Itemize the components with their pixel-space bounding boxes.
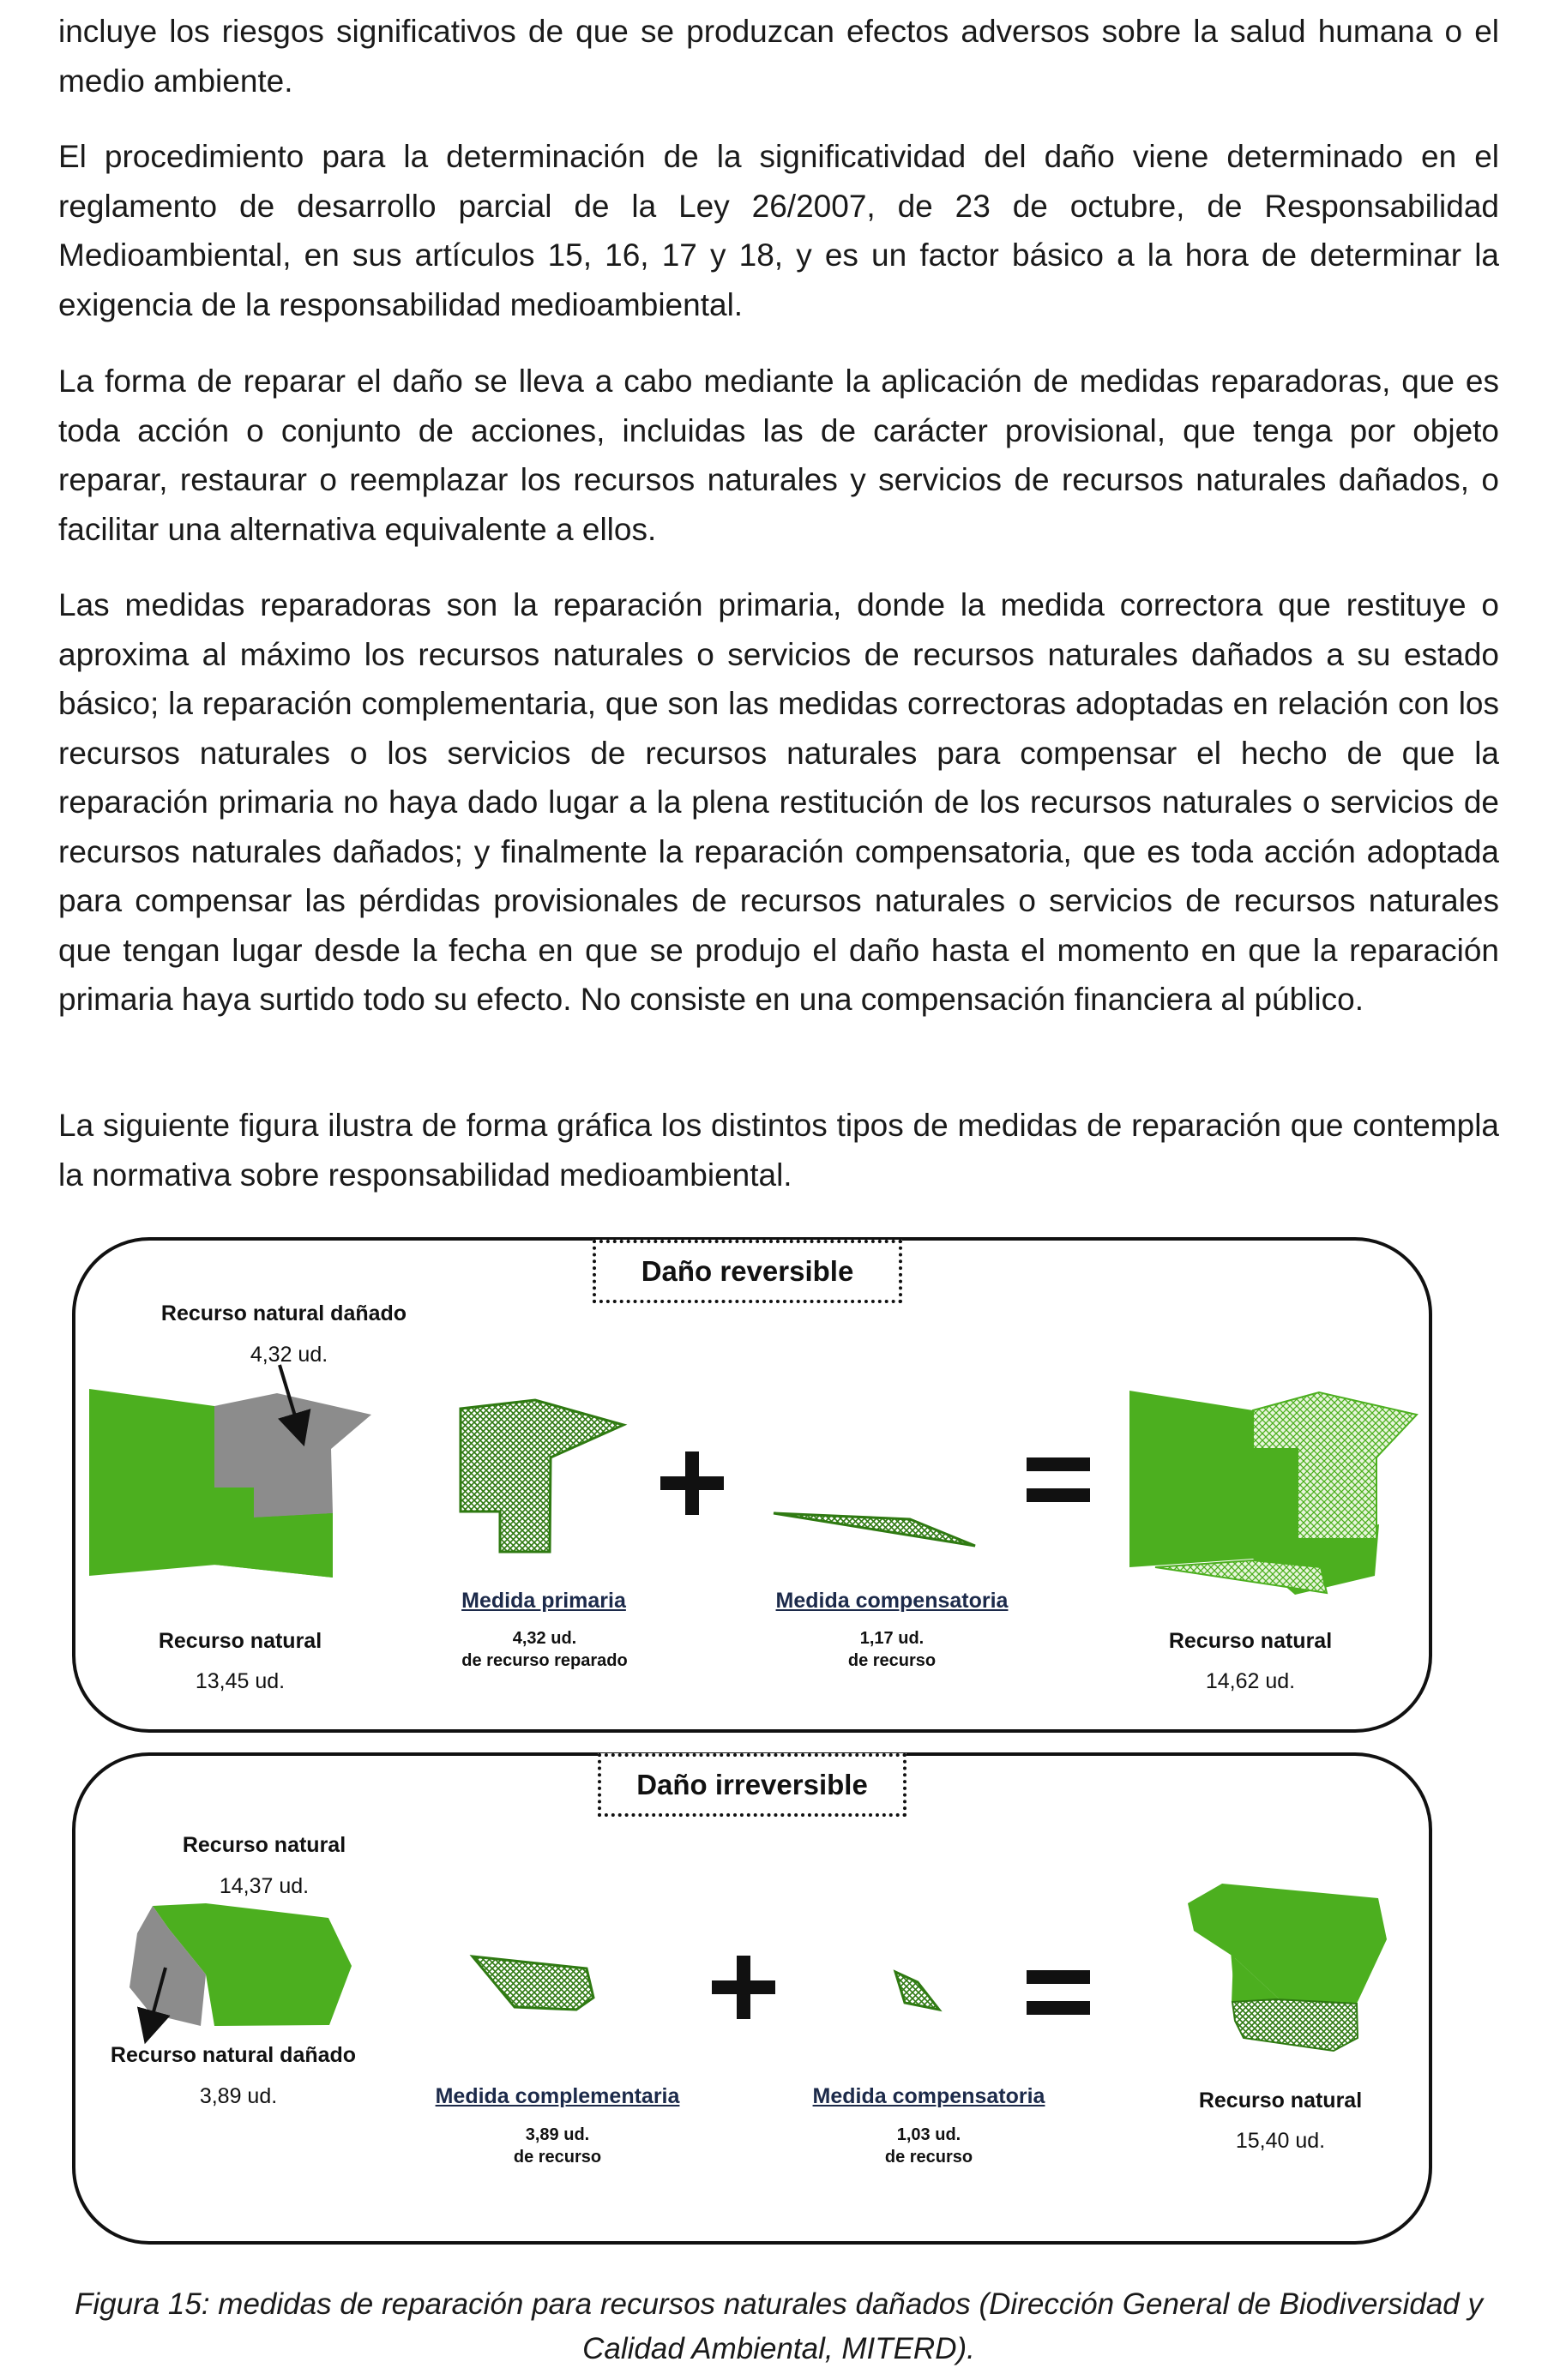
irreversible-damaged-label: Recurso natural dañado [110,2043,357,2067]
compensatory-measure-value: 1,17 ud. [859,1629,925,1648]
paragraph-2: El procedimiento para la determinación de la significatividad del daño viene determinado en el reglamento de desarrollo parcial de la Ley 26/2007, de 23 de octubre, de Responsabilidad Medioambiental, en sus artículos 15, 16, 17 y 18, y es un factor básico a la hora de determinar la exigencia de la responsabilidad medioambiental. [58,139,1499,322]
compensatory-measure-value-2: 1,03 ud. [896,2125,961,2144]
equals-icon [1027,1457,1090,1502]
compensatory-measure-label: Medida compensatoria [775,1589,1009,1613]
restored-resource-shape [1129,1391,1417,1595]
plus-icon [660,1451,724,1515]
irreversible-damaged-value: 3,89 ud. [199,2084,278,2108]
irreversible-result-value: 15,40 ud. [1235,2129,1326,2153]
compensatory-measure-unit-2: de recurso [884,2148,973,2167]
compensatory-measure-shape [895,1972,939,2010]
paragraph-1: incluye los riesgos significativos de que se produzcan efectos adversos sobre la salud humana o el medio ambiente. [58,14,1499,99]
damaged-resource-shape [89,1389,371,1578]
complementary-measure-label: Medida complementaria [435,2084,680,2108]
irreversible-result-shape [1188,1884,1387,2051]
irreversible-resource-label: Recurso natural [182,1833,346,1857]
irreversible-resource-value: 14,37 ud. [219,1874,310,1898]
irreversible-resource-shape [129,1903,352,2026]
reversible-title: Daño reversible [593,1240,902,1303]
result-resource-label: Recurso natural [1168,1629,1333,1653]
damaged-resource-label: Recurso natural dañado [160,1301,407,1325]
damaged-resource-value: 4,32 ud. [250,1343,328,1367]
paragraph-4: Las medidas reparadoras son la reparación primaria, donde la medida correctora que restituye o aproxima al máximo los recursos naturales o servicios de recursos naturales dañados a su estado básico; la reparación complementaria, que son las medidas correctoras adoptadas en relación con los recursos naturales o los servicios de recursos naturales para compensar el hecho de que la reparación primaria no haya dado lugar a la plena restitución de los recursos naturales o servicios de recursos naturales dañados; y finalmente la reparación compensatoria, que es toda acción adoptada para compensar las pérdidas provisionales de recursos naturales o servicios de recursos naturales que tengan lugar desde la fecha en que se produjo el daño hasta el momento en que la reparación primaria haya surtido todo su efecto. No consiste en una compensación financiera al público. [58,587,1499,1017]
primary-measure-value: 4,32 ud. [512,1629,577,1648]
primary-measure-label: Medida primaria [461,1589,626,1613]
compensatory-measure-label-2: Medida compensatoria [812,2084,1045,2108]
result-resource-value: 14,62 ud. [1205,1669,1296,1693]
resource-label: Recurso natural [158,1629,322,1653]
irreversible-title: Daño irreversible [598,1753,906,1817]
primary-measure-unit: de recurso reparado [461,1651,628,1670]
paragraph-3: La forma de reparar el daño se lleva a cabo mediante la aplicación de medidas reparadoras, que es toda acción o conjunto de acciones, incluidas las de carácter provisional, que tenga por objeto reparar, restaurar o reemplazar los recursos naturales y servicios de recursos naturales dañados, o facilitar una alternativa equivalente a ellos. [58,364,1499,547]
resource-value: 13,45 ud. [195,1669,286,1693]
complementary-measure-shape [473,1956,593,2010]
paragraph-5: La siguiente figura ilustra de forma gráfica los distintos tipos de medidas de reparación que contempla la normativa sobre responsabilidad medioambiental. [58,1108,1499,1193]
primary-measure-shape [461,1400,623,1552]
complementary-measure-unit: de recurso [513,2148,602,2167]
complementary-measure-value: 3,89 ud. [525,2125,590,2144]
compensatory-measure-unit: de recurso [847,1651,937,1670]
compensatory-measure-shape [774,1513,975,1546]
figure-caption: Figura 15: medidas de reparación para recursos naturales dañados (Dirección General de Biodiversidad y Calidad Ambiental, MITERD). [74,2287,1483,2365]
equals-icon [1027,1970,1090,2015]
plus-icon [712,1956,775,2019]
irreversible-result-label: Recurso natural [1198,2089,1363,2113]
